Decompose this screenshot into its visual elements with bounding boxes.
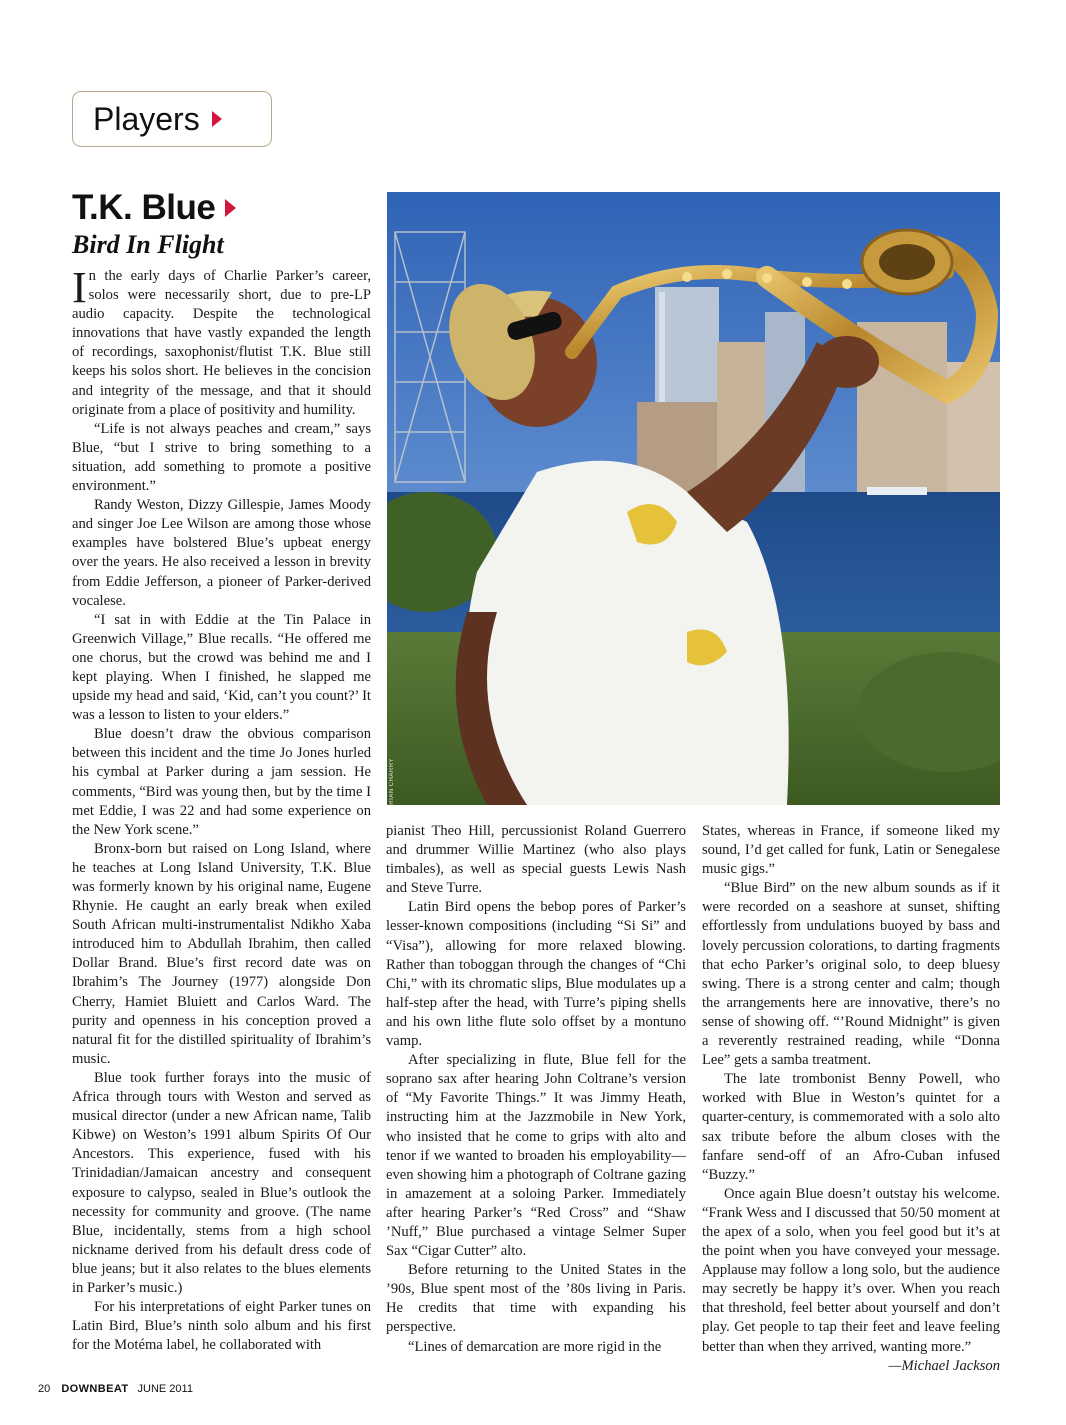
issue-date: JUNE 2011	[137, 1383, 193, 1395]
article-header	[72, 190, 372, 260]
paragraph: Randy Weston, Dizzy Gillespie, James Moody and singer Joe Lee Wilson are among those whose examples have bolstered Blue’s upbeat energy over the years. He also received a lesson in brevity from Eddie Jefferson, a pioneer of Parker-derived vocalese.	[72, 497, 371, 609]
article-title-row	[72, 190, 372, 225]
page-number: 20	[38, 1383, 51, 1395]
column-1	[72, 263, 371, 1355]
paragraph: Once again Blue doesn’t outstay his welcome. “Frank Wess and I discussed that 50/50 moment at the apex of a solo, when you feel good but it’s at the point when you have conveyed your message. Applause may follow a long solo, but the audience may secretly be happy it’s over. When you reach that threshold, feel better about yourself and don’t play. Get people to tap their feet and leave feeling better than when they arrived, wanting more.” —Michael Jackson	[702, 1185, 1000, 1357]
title-arrow-icon	[225, 199, 236, 217]
photo-credit: BRIAN CHARRY	[389, 758, 395, 810]
paragraph: “Life is not always peaches and cream,” says Blue, “but I strive to bring something to a situation, add something to promote a positive environment.”	[72, 420, 371, 495]
paragraph: States, whereas in France, if someone liked my sound, I’d get called for funk, Latin or Senegalese music gigs.”	[702, 823, 1000, 878]
article-title: T.K. Blue	[72, 188, 216, 227]
paragraph: “I sat in with Eddie at the Tin Palace in Greenwich Village,” Blue recalls. “He offered me one chorus, but the crowd was behind me and I kept playing. When I finished, he slapped me upside my head and said, ‘Kid, can’t you count?’ It was a lesson to listen to your elders.”	[72, 611, 371, 724]
paragraph: Blue doesn’t draw the obvious comparison between this incident and the time Jo Jones hurled his cymbal at Parker during a jam session. He comments, “Bird was young then, but by the time I met Eddie, I was 22 and had some experience on the New York scene.”	[72, 726, 371, 838]
author-signature: —Michael Jackson	[888, 1357, 1000, 1374]
paragraph: Before returning to the United States in the ’90s, Blue spent most of the ’80s living in Paris. He credits that time with expanding his perspective.	[386, 1262, 686, 1336]
paragraph: “Blue Bird” on the new album sounds as if it were recorded on a seashore at sunset, shifting effortlessly from undulations buoyed by bass and lovely percussion colorations, to darting fragments that echo Parker’s original solo, to deep bluesy swing. There is a strong center and calm; though the arrangements here are innovative, there’s no sense of showing off. “’Round Midnight” is given a reverently restrained reading, while “Donna Lee” gets a samba treatment.	[702, 880, 1000, 1069]
saxophonist-photo	[387, 192, 1000, 805]
page-footer	[38, 1383, 193, 1395]
column-2	[386, 822, 686, 1357]
section-arrow-icon	[212, 111, 222, 127]
article-subtitle: Bird In Flight	[72, 230, 224, 259]
paragraph: Bronx-born but raised on Long Island, where he teaches at Long Island University, T.K. Blue was formerly known by his original name, Eugene Rhynie. He caught an early break when exiled South African multi-instrumentalist Ndikho Xaba introduced him to Abdullah Ibrahim, then called Dollar Brand. Blue’s first record date was on Ibrahim’s The Journey (1977) alongside Don Cherry, Hamiet Bluiett and Carlos Ward. The purity and openness in his conception proved a natural fit for the distilled spirituality of Ibrahim’s music.	[72, 840, 371, 1067]
paragraph: Blue took further forays into the music of Africa through tours with Weston and served as musical director (under a new African name, Talib Kibwe) on Weston’s 1991 album Spirits Of Our Ancestors. This experience, fused with his Trinidadian/Jamaican ancestry and consequent exposure to calypso, sealed in Blue’s outlook the necessity for community and groove. (The name Blue, incidentally, stems from a high school nickname derived from his default dress code of blue jeans; but it also relates to the blues elements in Parker’s music.)	[72, 1069, 371, 1296]
section-tab	[72, 91, 272, 147]
paragraph: pianist Theo Hill, percussionist Roland Guerrero and drummer Willie Martinez (who also plays timbales), as well as special guests Lewis Nash and Steve Turre.	[386, 823, 686, 897]
paragraph: The late trombonist Benny Powell, who worked with Blue in Weston’s quintet for a quarter-century, is commemorated with a solo alto sax tribute before the album closes with the fanfare send-off of an Afro-Cuban infused “Buzzy.”	[702, 1071, 1000, 1183]
column-3	[702, 822, 1000, 1376]
paragraph: After specializing in flute, Blue fell for the soprano sax after hearing John Coltrane’s version of “My Favorite Things.” It was Jimmy Heath, instructing him at the Jazzmobile in New York, who insisted that he come to grips with alto and tenor if we wanted to broaden his employability—even showing him a photograph of Coltrane gazing in amazement at a soloing Parker. Immediately after hearing Parker’s “Red Cross” and “Shaw ’Nuff,” Blue purchased a vintage Selmer Super Sax “Cigar Cutter” alto.	[386, 1052, 686, 1260]
magazine-name: DOWNBEAT	[61, 1383, 129, 1395]
paragraph: For his interpretations of eight Parker tunes on Latin Bird, Blue’s ninth solo album and his first for the Motéma label, he collaborated with	[72, 1299, 371, 1354]
section-label: Players	[93, 100, 200, 137]
drop-cap: I	[72, 263, 87, 312]
paragraph: “Lines of demarcation are more rigid in the	[408, 1338, 662, 1355]
paragraph: In the early days of Charlie Parker’s career, solos were necessarily short, due to pre-LP audio capacity. Despite the technological innovations that have vastly expanded the length of recordings, saxophonist/flutist T.K. Blue still keeps his solos short. He believes in the concision and integrity of the message, and that it should originate from a place of positivity and humility.	[72, 263, 371, 418]
paragraph: Latin Bird opens the bebop pores of Parker’s lesser-known compositions (including “Si Si” and “Visa”), allowing for more relaxed blowing. Rather than toboggan through the changes of “Chi Chi,” with its chromatic slips, Blue modulates up a half-step after the head, with Turre’s piping shells and his own lithe flute solo offset by a montuno vamp.	[386, 899, 686, 1050]
